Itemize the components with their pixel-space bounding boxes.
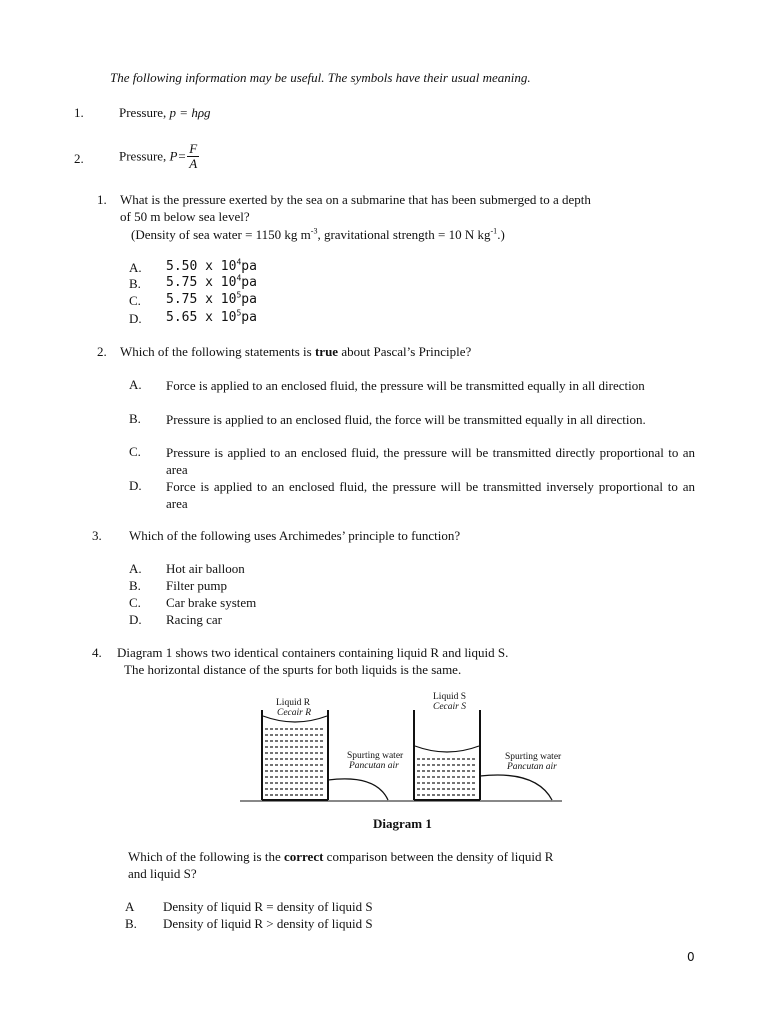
q1-option-c	[166, 292, 257, 307]
q4-question-line1	[128, 849, 553, 865]
page-number: 0	[687, 950, 695, 964]
q1-stem-line2: of 50 m below sea level?	[120, 209, 250, 224]
formula-2-denominator: A	[189, 156, 198, 171]
q2-option-d-letter: D.	[129, 478, 142, 493]
q4-option-a-letter: A	[125, 899, 135, 914]
formula-2-label: Pressure,	[119, 148, 170, 164]
formula-2-numerator: F	[189, 141, 198, 156]
label-spurt-s-malay: Pancutan air	[507, 762, 557, 772]
formula-1-number: 1.	[74, 105, 84, 120]
q4-number: 4.	[92, 645, 102, 660]
q2-stem	[120, 344, 471, 360]
formula-2	[119, 142, 199, 171]
q2-option-b-letter: B.	[129, 411, 141, 426]
q1-given-gravity-exp: -1	[490, 226, 498, 236]
q2-option-c-text: Pressure is applied to an enclosed fluid, the pressure will be transmitted directly proportional to an area	[166, 445, 695, 477]
q2-number: 2.	[97, 344, 107, 359]
diagram-caption: Diagram 1	[373, 816, 432, 831]
formula-2-number: 2.	[74, 151, 84, 166]
q4-option-b-text: Density of liquid R > density of liquid S	[163, 916, 373, 931]
q4-stem-line2: The horizontal distance of the spurts for both liquids is the same.	[124, 662, 462, 677]
intro-note: The following information may be useful. The symbols have their usual meaning.	[110, 70, 531, 85]
q1-option-d-exp: 5	[236, 308, 242, 318]
label-cecair-r: Cecair R	[277, 708, 312, 718]
q3-option-c-letter: C.	[129, 595, 141, 610]
q2-stem-before: Which of the following statements is	[120, 344, 315, 359]
q1-option-d-letter: D.	[129, 311, 142, 326]
label-cecair-s: Cecair S	[433, 702, 466, 712]
spurt-s	[480, 775, 552, 800]
q1-number: 1.	[97, 192, 107, 207]
q1-given-density: (Density of sea water = 1150 kg m	[131, 227, 311, 242]
q1-option-b-exp: 4	[236, 273, 242, 283]
q1-option-a-letter: A.	[129, 260, 142, 275]
q1-option-b-unit: pa	[241, 275, 257, 290]
q2-option-a-letter: A.	[129, 377, 142, 392]
q1-option-d	[166, 310, 257, 325]
label-liquid-r: Liquid R	[276, 698, 311, 708]
formula-1-label: Pressure,	[119, 105, 170, 120]
q1-option-a	[166, 259, 257, 274]
q1-option-b-letter: B.	[129, 276, 141, 291]
formula-1-expr: p = hρg	[169, 105, 211, 120]
q1-option-c-unit: pa	[241, 292, 257, 307]
q4-question-before: Which of the following is the	[128, 849, 284, 864]
label-liquid-s: Liquid S	[433, 692, 466, 702]
q3-number: 3.	[92, 528, 102, 543]
q2-option-d-text: Force is applied to an enclosed fluid, the pressure will be transmitted inversely proportional to an area	[166, 479, 695, 511]
q4-option-a-text: Density of liquid R = density of liquid S	[163, 899, 373, 914]
q1-option-d-unit: pa	[241, 310, 257, 325]
q2-stem-after: about Pascal’s Principle?	[338, 344, 472, 359]
q1-option-a-unit: pa	[241, 259, 257, 274]
q3-option-a-text: Hot air balloon	[166, 561, 245, 576]
q1-given-close: .)	[497, 227, 505, 242]
q3-option-b-letter: B.	[129, 578, 141, 593]
q2-stem-emphasis: true	[314, 344, 339, 359]
q4-question-emphasis: correct	[283, 849, 324, 864]
q1-option-d-value: 5.65 x 10	[166, 310, 237, 325]
q4-question-after: comparison between the density of liquid R	[323, 849, 554, 864]
spurt-r	[328, 779, 388, 800]
formula-1	[119, 105, 211, 121]
formula-2-lhs: P=	[169, 148, 187, 164]
label-spurt-r-malay: Pancutan air	[349, 761, 399, 771]
q1-option-c-value: 5.75 x 10	[166, 292, 237, 307]
q3-stem: Which of the following uses Archimedes’ principle to function?	[129, 528, 461, 543]
q4-question-line2: and liquid S?	[128, 866, 197, 881]
q2-option-b-text: Pressure is applied to an enclosed fluid, the force will be transmitted equally in all direction.	[166, 412, 646, 427]
q1-option-c-letter: C.	[129, 293, 141, 308]
formula-2-fraction	[187, 142, 199, 171]
q3-option-d-text: Racing car	[166, 612, 222, 627]
q4-option-b-letter: B.	[125, 916, 137, 931]
q1-given-data	[131, 227, 505, 243]
q1-option-a-value: 5.50 x 10	[166, 259, 237, 274]
q3-option-b-text: Filter pump	[166, 578, 228, 593]
q2-option-c-letter: C.	[129, 444, 141, 459]
q3-option-a-letter: A.	[129, 561, 142, 576]
q2-option-a-text: Force is applied to an enclosed fluid, the pressure will be transmitted equally in all direction	[166, 378, 645, 393]
q3-option-d-letter: D.	[129, 612, 142, 627]
q1-given-density-exp: -3	[310, 226, 318, 236]
q3-option-c-text: Car brake system	[166, 595, 257, 610]
q1-option-b	[166, 275, 257, 290]
q1-option-b-value: 5.75 x 10	[166, 275, 237, 290]
q1-stem-line1: What is the pressure exerted by the sea on a submarine that has been submerged to a depth	[120, 192, 591, 207]
label-spurt-s: Spurting water	[505, 752, 562, 762]
q1-option-c-exp: 5	[236, 290, 242, 300]
label-spurt-r: Spurting water	[347, 751, 404, 761]
q1-option-a-exp: 4	[236, 257, 242, 267]
q1-given-gravity: , gravitational strength = 10 N kg	[317, 227, 491, 242]
q4-stem-line1: Diagram 1 shows two identical containers containing liquid R and liquid S.	[117, 645, 509, 660]
